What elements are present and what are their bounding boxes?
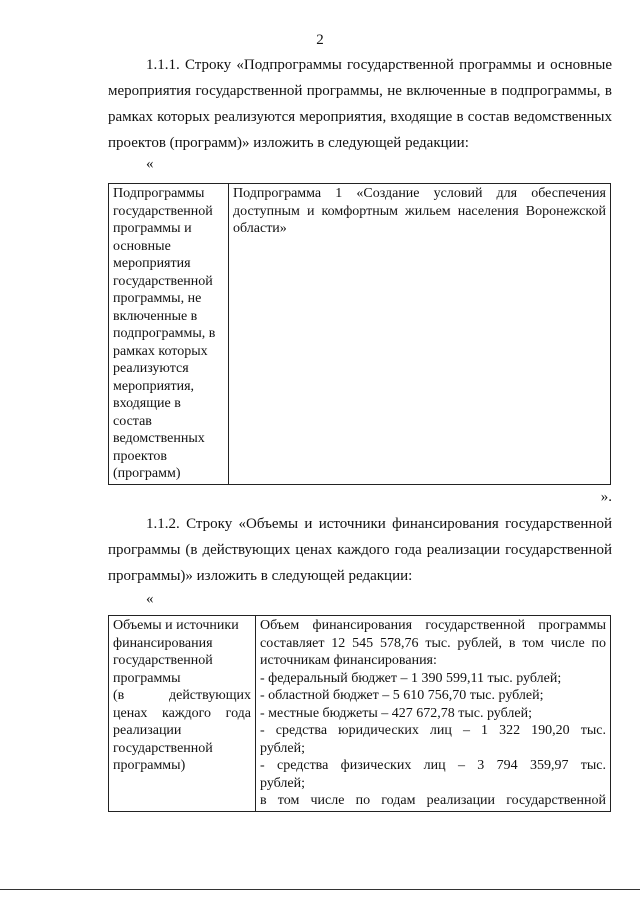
label-line: включенные в [113,308,198,324]
value-line: составляет 12 545 578,76 тыс. рублей, в том числе по [260,635,606,651]
label-line: государственной [113,203,213,219]
value-line: - средства юридических лиц – 1 322 190,20 тыс. [260,723,606,738]
label-line: государственной [113,273,213,289]
label-line: входящие в [113,396,181,411]
subprograms-label-cell [109,184,229,485]
open-quote-1: « [146,156,154,172]
label-line: состав [113,413,152,429]
value-line: - местные бюджеты – 427 672,78 тыс. рублей; [260,705,532,721]
close-quote-1: ». [600,489,612,505]
page-number: 2 [316,32,324,48]
financing-label-cell [109,616,256,812]
label-line: подпрограммы, в [113,326,216,341]
label-line: мероприятия [113,256,191,271]
label-line: рамках которых [113,343,208,359]
value-line: - средства физических лиц – 3 794 359,97 тыс. [260,758,606,773]
label-line: Объемы и источники [113,618,239,633]
subprograms-table [108,183,611,485]
label-line: (программ) [113,466,181,481]
label-line: основные [113,238,171,254]
label-line: ведомственных [113,431,205,446]
label-line: реализуются [113,361,189,376]
paragraph-1-1-2: 1.1.2. Строку «Объемы и источники финансирования государственной программы (в действующих ценах каждого года реализации государственной программы)» изложить в следующей редакции: [108,516,612,584]
value-line: рублей; [260,740,305,756]
label-line: программы [113,670,181,686]
label-line: Подпрограммы [113,186,205,201]
page-bottom-rule [0,889,640,890]
label-line: государственной [113,740,213,756]
label-line: программы и [113,221,192,236]
value-line: рублей; [260,775,305,791]
value-line: - областной бюджет – 5 610 756,70 тыс. рублей; [260,688,544,703]
subprograms-value-cell: Подпрограмма 1 «Создание условий для обеспечения доступным и комфортным жильем населения Воронежской области» [229,184,611,485]
label-line: государственной [113,653,213,668]
value-line: - федеральный бюджет – 1 390 599,11 тыс. рублей; [260,670,562,686]
label-line: (в действующих [113,688,251,703]
value-line: Объем финансирования государственной программы [260,618,606,633]
open-quote-2: « [146,591,154,607]
financing-value-cell [256,616,611,812]
label-line: реализации [113,723,182,738]
table-row [109,184,611,485]
label-line: программы) [113,758,186,773]
financing-table [108,615,611,812]
paragraph-1-1-1: 1.1.1. Строку «Подпрограммы государственной программы и основные мероприятия государственной программы, не включенные в подпрограммы, в рамках которых реализуются мероприятия, входящие в состав ведомственных проектов (программ)» изложить в следующей редакции: [108,57,612,151]
label-line: мероприятия, [113,378,195,394]
table-row [109,616,611,812]
value-line: источникам финансирования: [260,653,437,668]
label-line: ценах каждого года [113,705,251,721]
label-line: программы, не [113,291,202,306]
value-line: в том числе по годам реализации государственной [260,793,606,808]
label-line: финансирования [113,635,213,651]
label-line: проектов [113,448,168,464]
